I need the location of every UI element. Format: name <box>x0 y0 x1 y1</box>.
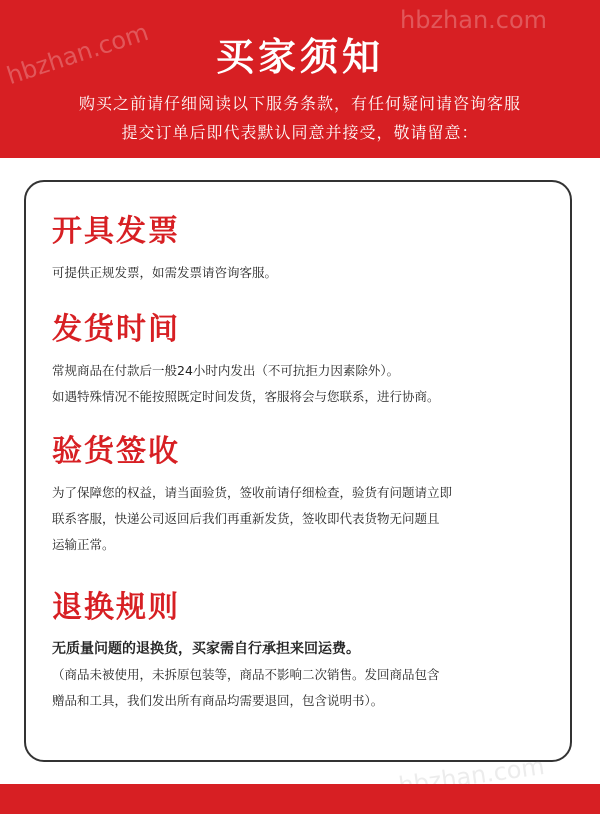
section-text: 赠品和工具，我们发出所有商品均需要退回，包含说明书）。 <box>52 693 384 708</box>
footer-bar <box>0 784 600 814</box>
section-text: （商品未被使用，未拆原包装等，商品不影响二次销售。发回商品包含 <box>52 667 440 682</box>
section-shipping-time <box>52 310 552 410</box>
section-title-shipping: 发货时间 <box>52 312 180 347</box>
terms-card <box>24 180 572 762</box>
watermark-top: hbzhan.com <box>400 6 548 34</box>
section-text-emphasis: 无质量问题的退换货，买家需自行承担来回运费。 <box>52 641 360 657</box>
section-title-inspection: 验货签收 <box>52 434 180 469</box>
section-text: 联系客服，快递公司返回后我们再重新发货，签收即代表货物无问题且 <box>52 511 440 526</box>
section-text: 常规商品在付款后一般24小时内发出（不可抗拒力因素除外）。 <box>52 363 400 378</box>
header-notice-line-1: 购买之前请仔细阅读以下服务条款，有任何疑问请咨询客服 <box>78 94 521 113</box>
section-text: 如遇特殊情况不能按照既定时间发货，客服将会与您联系，进行协商。 <box>52 389 440 404</box>
page-title: 买家须知 <box>215 35 384 79</box>
header-notice-line-2: 提交订单后即代表默认同意并接受，敬请留意： <box>121 123 479 142</box>
section-inspection <box>52 432 552 558</box>
section-title-invoice: 开具发票 <box>52 214 180 249</box>
section-title-returns: 退换规则 <box>52 590 180 625</box>
header-banner <box>0 0 600 158</box>
watermark-left: hbzhan.com <box>3 17 152 91</box>
watermark-bottom: hbzhan.com <box>396 751 547 801</box>
section-text: 为了保障您的权益，请当面验货，签收前请仔细检查，验货有问题请立即 <box>52 485 453 500</box>
section-returns <box>52 588 552 714</box>
section-invoice <box>52 212 552 286</box>
section-text: 运输正常。 <box>52 537 115 552</box>
section-text: 可提供正规发票，如需发票请咨询客服。 <box>52 265 278 280</box>
